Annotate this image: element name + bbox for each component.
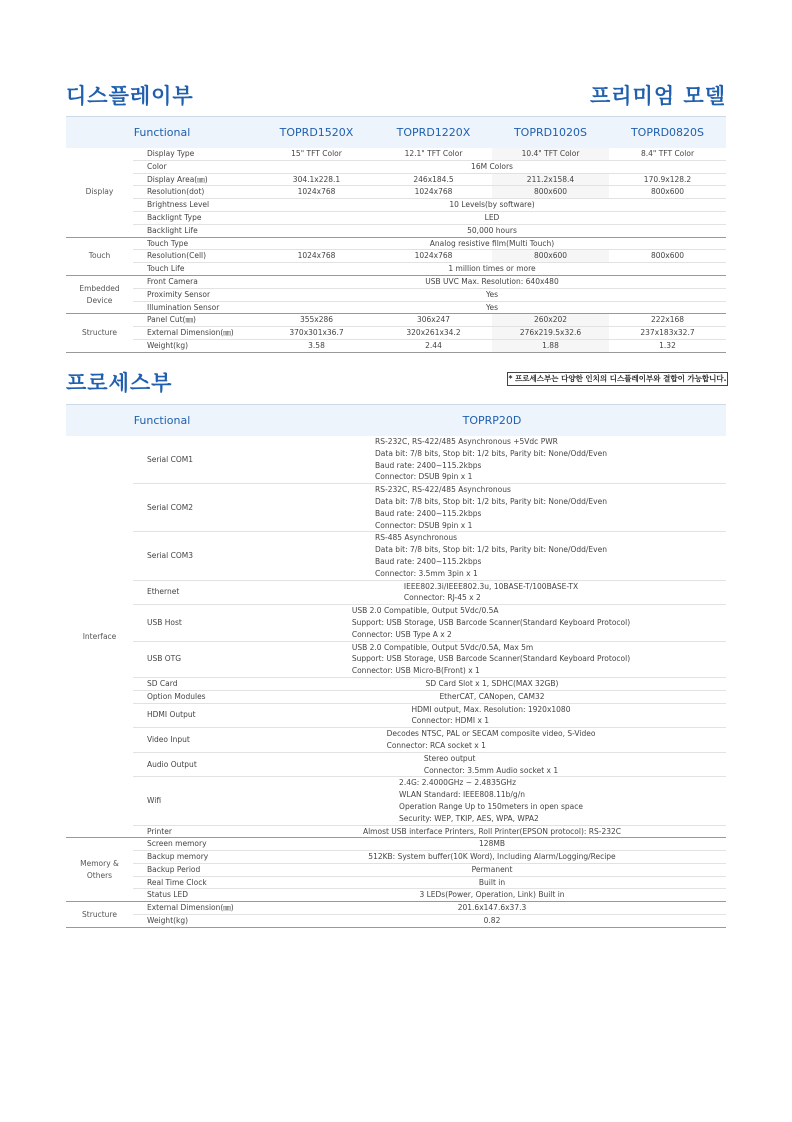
display-spec-table xyxy=(66,116,726,353)
spec-label: Option Modules xyxy=(133,690,258,703)
process-section-title: 프로세스부 xyxy=(66,371,173,395)
table-row xyxy=(66,224,726,237)
spec-line: Connector: USB Micro-B(Front) x 1 xyxy=(351,666,480,676)
spec-value: 10.4" TFT Color xyxy=(492,148,609,160)
spec-label: Weight(kg) xyxy=(133,915,258,928)
spec-line: Baud rate: 2400~115.2kbps xyxy=(375,460,482,470)
spec-value-block xyxy=(412,704,571,728)
table-row xyxy=(66,889,726,902)
table-row xyxy=(66,838,726,851)
spec-line: Data bit: 7/8 bits, Stop bit: 1/2 bits, Parity bit: None/Odd/Even xyxy=(375,496,607,506)
spec-value: 3.58 xyxy=(258,339,375,352)
spec-label: Printer xyxy=(133,825,258,838)
group-label: Memory & Others xyxy=(66,838,133,902)
spec-value: Yes xyxy=(258,301,726,314)
table-row xyxy=(66,148,726,160)
header-model: TOPRD1520X xyxy=(258,117,375,149)
spec-value: 1024x768 xyxy=(258,186,375,199)
spec-value: 260x202 xyxy=(492,314,609,327)
spec-value-block xyxy=(352,605,630,640)
spec-value: Yes xyxy=(258,288,726,301)
spec-line: 2.4G: 2.4000GHz ~ 2.4835GHz xyxy=(399,778,517,788)
spec-value xyxy=(258,605,726,641)
spec-label: Backup Period xyxy=(133,863,258,876)
spec-value: 201.6x147.6x37.3 xyxy=(258,902,726,915)
spec-label: Backup memory xyxy=(133,851,258,864)
spec-line: Decodes NTSC, PAL or SECAM composite video, S-Video xyxy=(386,729,596,739)
spec-value: 12.1" TFT Color xyxy=(375,148,492,160)
spec-value: 1.32 xyxy=(609,339,726,352)
spec-line: WLAN Standard: IEEE808.11b/g/n xyxy=(399,790,525,800)
spec-value: 8.4" TFT Color xyxy=(609,148,726,160)
spec-value-block xyxy=(387,728,596,752)
spec-label: Front Camera xyxy=(133,275,258,288)
table-row xyxy=(66,263,726,276)
spec-label: Video Input xyxy=(133,728,258,753)
table-row xyxy=(66,484,726,532)
spec-line: Baud rate: 2400~115.2kbps xyxy=(375,556,482,566)
spec-value: 50,000 hours xyxy=(258,224,726,237)
spec-line: Data bit: 7/8 bits, Stop bit: 1/2 bits, Parity bit: None/Odd/Even xyxy=(375,448,607,458)
spec-value-block xyxy=(399,777,583,824)
spec-value: Permanent xyxy=(258,863,726,876)
table-row xyxy=(66,851,726,864)
spec-value: LED xyxy=(258,211,726,224)
spec-value xyxy=(258,532,726,580)
spec-line: IEEE802.3i/IEEE802.3u, 10BASE-T/100BASE-TX xyxy=(403,581,579,591)
spec-value xyxy=(258,728,726,753)
table-row xyxy=(66,777,726,825)
spec-value: 512KB: System buffer(10K Word), Including Alarm/Logging/Recipe xyxy=(258,851,726,864)
spec-line: Connector: HDMI x 1 xyxy=(411,716,490,726)
spec-value: 1024x768 xyxy=(258,250,375,263)
spec-line: Support: USB Storage, USB Barcode Scanner(Standard Keyboard Protocol) xyxy=(351,617,631,627)
spec-label: External Dimension(㎜) xyxy=(133,327,258,340)
spec-label: HDMI Output xyxy=(133,703,258,728)
spec-value: 800x600 xyxy=(492,186,609,199)
table-row xyxy=(66,250,726,263)
header-model: TOPRD1220X xyxy=(375,117,492,149)
table-row xyxy=(66,752,726,777)
spec-value xyxy=(258,752,726,777)
table-row xyxy=(66,327,726,340)
table-row xyxy=(66,288,726,301)
spec-value: 237x183x32.7 xyxy=(609,327,726,340)
table-row xyxy=(66,275,726,288)
spec-label: SD Card xyxy=(133,677,258,690)
spec-label: Proximity Sensor xyxy=(133,288,258,301)
spec-label: Touch Life xyxy=(133,263,258,276)
table-row xyxy=(66,211,726,224)
process-table-header xyxy=(66,405,726,437)
spec-line: HDMI output, Max. Resolution: 1920x1080 xyxy=(411,704,571,714)
display-table-header xyxy=(66,117,726,149)
spec-value xyxy=(258,436,726,484)
table-row xyxy=(66,605,726,641)
spec-line: Connector: DSUB 9pin x 1 xyxy=(375,520,473,530)
spec-value: 306x247 xyxy=(375,314,492,327)
spec-value-block xyxy=(375,532,607,579)
spec-value xyxy=(258,703,726,728)
table-row xyxy=(66,237,726,250)
spec-value xyxy=(258,777,726,825)
table-row xyxy=(66,703,726,728)
group-label: Structure xyxy=(66,314,133,352)
spec-line: RS-485 Asynchronous xyxy=(375,533,458,543)
spec-value: 304.1x228.1 xyxy=(258,173,375,186)
header-model: TOPRD0820S xyxy=(609,117,726,149)
table-row xyxy=(66,677,726,690)
spec-label: Display Area(㎜) xyxy=(133,173,258,186)
spec-value: 276x219.5x32.6 xyxy=(492,327,609,340)
spec-value: 211.2x158.4 xyxy=(492,173,609,186)
spec-line: Connector: RCA socket x 1 xyxy=(386,740,486,750)
table-row xyxy=(66,641,726,677)
spec-line: Connector: 3.5mm Audio socket x 1 xyxy=(423,765,559,775)
spec-line: Connector: RJ-45 x 2 xyxy=(403,593,481,603)
spec-label: Serial COM1 xyxy=(133,436,258,484)
spec-value: Almost USB interface Printers, Roll Printer(EPSON protocol): RS-232C xyxy=(258,825,726,838)
spec-value xyxy=(258,641,726,677)
table-row xyxy=(66,915,726,928)
spec-value: 128MB xyxy=(258,838,726,851)
spec-value: 320x261x34.2 xyxy=(375,327,492,340)
spec-label: Real Time Clock xyxy=(133,876,258,889)
spec-value: 800x600 xyxy=(609,250,726,263)
spec-label: USB OTG xyxy=(133,641,258,677)
header-functional: Functional xyxy=(66,405,258,437)
spec-label: Color xyxy=(133,160,258,173)
spec-label: Screen memory xyxy=(133,838,258,851)
spec-line: Stereo output xyxy=(423,753,476,763)
table-row xyxy=(66,160,726,173)
table-row xyxy=(66,186,726,199)
process-note: * 프로세스부는 다양한 인치의 디스플레이부와 결합이 가능합니다. xyxy=(507,372,728,386)
table-row xyxy=(66,339,726,352)
spec-value: 15" TFT Color xyxy=(258,148,375,160)
spec-line: USB 2.0 Compatible, Output 5Vdc/0.5A xyxy=(351,606,499,616)
spec-line: Connector: 3.5mm 3pin x 1 xyxy=(375,568,478,578)
table-row xyxy=(66,580,726,605)
spec-label: Resolution(dot) xyxy=(133,186,258,199)
spec-value: 800x600 xyxy=(492,250,609,263)
spec-label: Resolution(Cell) xyxy=(133,250,258,263)
group-label: Display xyxy=(66,148,133,237)
spec-value-block xyxy=(375,436,607,483)
spec-line: Baud rate: 2400~115.2kbps xyxy=(375,508,482,518)
spec-value: 16M Colors xyxy=(258,160,726,173)
table-row xyxy=(66,436,726,484)
group-label: Structure xyxy=(66,902,133,928)
spec-value: 2.44 xyxy=(375,339,492,352)
table-row xyxy=(66,301,726,314)
spec-value: 222x168 xyxy=(609,314,726,327)
spec-value-block xyxy=(352,642,630,677)
spec-value: Built in xyxy=(258,876,726,889)
table-row xyxy=(66,532,726,580)
spec-label: USB Host xyxy=(133,605,258,641)
spec-value-block xyxy=(375,484,607,531)
table-row xyxy=(66,314,726,327)
spec-label: Display Type xyxy=(133,148,258,160)
spec-value xyxy=(258,580,726,605)
spec-line: Data bit: 7/8 bits, Stop bit: 1/2 bits, Parity bit: None/Odd/Even xyxy=(375,545,607,555)
spec-label: Panel Cut(㎜) xyxy=(133,314,258,327)
spec-label: Wifi xyxy=(133,777,258,825)
spec-value: 355x286 xyxy=(258,314,375,327)
header-functional: Functional xyxy=(66,117,258,149)
spec-label: Weight(kg) xyxy=(133,339,258,352)
spec-label: Serial COM3 xyxy=(133,532,258,580)
spec-value: Analog resistive film(Multi Touch) xyxy=(258,237,726,250)
spec-label: Status LED xyxy=(133,889,258,902)
group-label: Touch xyxy=(66,237,133,275)
spec-line: USB 2.0 Compatible, Output 5Vdc/0.5A, Max 5m xyxy=(351,642,534,652)
spec-label: Ethernet xyxy=(133,580,258,605)
table-row xyxy=(66,690,726,703)
spec-label: Touch Type xyxy=(133,237,258,250)
table-row xyxy=(66,728,726,753)
display-section-title: 디스플레이부 xyxy=(66,84,194,108)
spec-value: 0.82 xyxy=(258,915,726,928)
process-spec-table xyxy=(66,404,726,928)
spec-line: Connector: DSUB 9pin x 1 xyxy=(375,472,473,482)
table-row xyxy=(66,199,726,212)
spec-label: Serial COM2 xyxy=(133,484,258,532)
spec-value: SD Card Slot x 1, SDHC(MAX 32GB) xyxy=(258,677,726,690)
spec-value: 1.88 xyxy=(492,339,609,352)
group-label: Embedded Device xyxy=(66,275,133,313)
spec-value: 246x184.5 xyxy=(375,173,492,186)
table-row xyxy=(66,825,726,838)
spec-line: Operation Range Up to 150meters in open space xyxy=(399,801,583,811)
spec-line: RS-232C, RS-422/485 Asynchronous +5Vdc PWR xyxy=(375,437,558,446)
spec-value: 1 million times or more xyxy=(258,263,726,276)
spec-value: 370x301x36.7 xyxy=(258,327,375,340)
spec-value-block xyxy=(424,753,558,777)
table-row xyxy=(66,876,726,889)
spec-line: Support: USB Storage, USB Barcode Scanner(Standard Keyboard Protocol) xyxy=(351,654,631,664)
premium-model-title: 프리미엄 모델 xyxy=(589,84,726,108)
spec-value: 800x600 xyxy=(609,186,726,199)
spec-value xyxy=(258,484,726,532)
spec-label: External Dimension(㎜) xyxy=(133,902,258,915)
header-model: TOPRP20D xyxy=(258,405,726,437)
spec-value: EtherCAT, CANopen, CAM32 xyxy=(258,690,726,703)
spec-value: USB UVC Max. Resolution: 640x480 xyxy=(258,275,726,288)
spec-value: 170.9x128.2 xyxy=(609,173,726,186)
table-row xyxy=(66,863,726,876)
table-row xyxy=(66,173,726,186)
spec-value: 1024x768 xyxy=(375,250,492,263)
table-row xyxy=(66,902,726,915)
spec-value: 10 Levels(by software) xyxy=(258,199,726,212)
spec-label: Backlignt Type xyxy=(133,211,258,224)
spec-line: RS-232C, RS-422/485 Asynchronous xyxy=(375,485,511,495)
spec-label: Brightness Level xyxy=(133,199,258,212)
spec-line: Connector: USB Type A x 2 xyxy=(351,629,452,639)
spec-value-block xyxy=(404,581,578,605)
spec-label: Illumination Sensor xyxy=(133,301,258,314)
spec-label: Audio Output xyxy=(133,752,258,777)
header-model: TOPRD1020S xyxy=(492,117,609,149)
spec-value: 1024x768 xyxy=(375,186,492,199)
spec-line: Security: WEP, TKIP, AES, WPA, WPA2 xyxy=(399,813,539,823)
spec-label: Backlight Life xyxy=(133,224,258,237)
spec-value: 3 LEDs(Power, Operation, Link) Built in xyxy=(258,889,726,902)
group-label: Interface xyxy=(66,436,133,838)
